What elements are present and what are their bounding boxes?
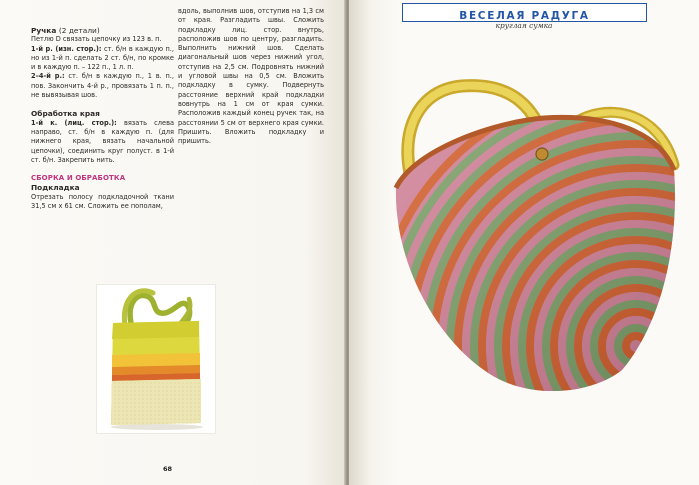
lining-text: Отрезать полосу подкладочной ткани 31,5 см х 61 см. Сложить ее пополам, [31,192,174,211]
title-box [402,3,647,22]
text-column-2 [178,7,324,146]
handle-row1 [31,45,174,73]
handle-section [31,26,174,35]
text-column-1 [31,26,174,211]
tote-bag-photo [97,285,215,433]
handle-row1-text: ст. б/н в каждую п., но из 1-й п. сделать 2 ст. б/н, по кромке и в каждую п. – 122 п., 1 л. п. [31,44,174,72]
left-page [0,0,346,485]
page-subtitle: круглая сумка [495,21,553,30]
handle-rows2-4-text: ст. б/н в каждую п., 1 в. п., пов. Закончить 4-й р., провязать 1 п. п., не вывязывая шов. [31,72,174,100]
handle-rows2-4-label: 2–4-й р.: [31,72,65,81]
tote-bag-illustration [97,285,215,433]
instructions-continued: вдоль, выполнив шов, отступив на 1,3 см от края. Разгладить швы. Сложить подкладку лиц. стор. внутрь, расположив шов по центру, разгладить. Выполнить нижний шов. Сделать диагональный шов через нижний угол, отступив на 2,5 см. Подровнять нижний и угловой швы на 0,5 см. Вложить подкладку в сумку. Подвернуть расстояние верхний край подкладки вовнутрь на 1 см от края сумки. Расположив каждый конец ручек так, на расстоянии 5 см от верхнего края сумки. Пришить. Вложить подкладку и пришить. [178,7,324,146]
lining-heading: Подкладка [31,183,80,193]
handle-parts: (2 детали) [58,26,100,35]
handle-rows2-4 [31,72,174,100]
handle-intro: Петлю D связать цепочку из 123 в. п. [31,35,162,44]
page-number: 68 [163,465,173,473]
edge-heading: Обработка края [31,109,100,119]
page-title: ВЕСЕЛАЯ РАДУГА [459,10,590,22]
handle-row1-label: 1-й р. (изн. стор.): [31,44,102,53]
edge-row1-text: вязать слева направо, ст. б/н в каждую п. (для нижнего края, вязать начальной цепочки), соединить круг полуст. в 1-й ст. б/н. Закрепить нить. [31,118,174,164]
round-bag-photo [374,70,692,400]
edge-row1-label: 1-й к. (лиц. стор.): [31,118,117,127]
edge-row1 [31,119,174,165]
right-page [349,0,699,485]
button-clasp-icon [536,148,548,160]
assembly-heading: СБОРКА И ОБРАБОТКА [31,174,126,183]
handle-heading: Ручка [31,26,57,35]
